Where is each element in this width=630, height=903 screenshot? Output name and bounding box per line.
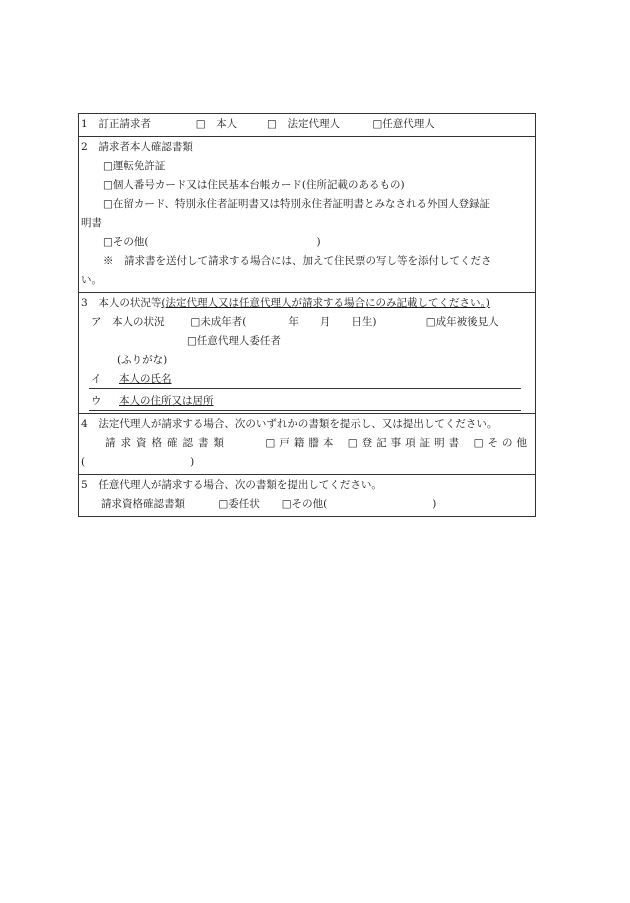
correction-request-form bbox=[78, 113, 536, 517]
voluntary-agent-docs-row bbox=[81, 495, 533, 514]
checkbox-family-register[interactable]: □戸籍謄本 bbox=[265, 437, 338, 449]
section-number: 2 bbox=[81, 141, 88, 153]
principal-address-field[interactable] bbox=[89, 392, 521, 411]
voluntary-agent-heading bbox=[81, 476, 533, 495]
section-number: 4 bbox=[81, 418, 88, 430]
identity-docs-label: 請求者本人確認書類 bbox=[98, 141, 193, 153]
section-number: 5 bbox=[81, 479, 88, 491]
legal-agent-heading bbox=[81, 415, 533, 434]
requester-label: 訂正請求者 bbox=[98, 118, 151, 130]
voluntary-doc-label: 請求資格確認書類 bbox=[101, 498, 185, 510]
section-number: 3 bbox=[81, 297, 88, 309]
section-number: 1 bbox=[81, 118, 88, 130]
checkbox-residence-card[interactable]: □在留カード、特別永住者証明書又は特別永住者証明書とみなされる外国人登録証 bbox=[103, 198, 490, 210]
voluntary-agent-instruction: 任意代理人が請求する場合、次の書類を提出してください。 bbox=[98, 479, 382, 491]
checkbox-voluntary-agent[interactable]: □任意代理人 bbox=[372, 118, 435, 130]
other-legal-field[interactable]: ( ) bbox=[81, 456, 195, 468]
principal-status-heading bbox=[81, 294, 533, 313]
checkbox-drivers-license[interactable]: □運転免許証 bbox=[103, 160, 166, 172]
checkbox-other-id[interactable]: □その他( ) bbox=[103, 236, 321, 248]
requester-row bbox=[81, 115, 533, 134]
checkbox-registry-certificate[interactable]: □登記事項証明書 bbox=[347, 437, 464, 449]
principal-name-field[interactable] bbox=[89, 370, 521, 389]
principal-status-note: (法定代理人又は任意代理人が請求する場合にのみ記載してください。) bbox=[161, 297, 490, 309]
section-requester bbox=[79, 114, 535, 136]
legal-agent-instruction: 法定代理人が請求する場合、次のいずれかの書類を提示し、又は提出してください。 bbox=[98, 418, 498, 430]
checkbox-other-voluntary[interactable]: □その他( ) bbox=[281, 498, 437, 510]
checkbox-other-legal[interactable]: □その他 bbox=[473, 437, 531, 449]
checkbox-voluntary-principal[interactable]: □任意代理人委任者 bbox=[187, 335, 281, 347]
checkbox-my-number-card[interactable]: □個人番号カード又は住民基本台帳カード(住所記載のあるもの) bbox=[103, 179, 405, 191]
checkbox-self[interactable]: □ 本人 bbox=[195, 118, 238, 130]
name-marker: イ bbox=[91, 373, 102, 385]
legal-agent-docs-row bbox=[81, 434, 533, 453]
legal-doc-label: 請求資格確認書類 bbox=[105, 437, 229, 449]
section-voluntary-agent-documents bbox=[79, 474, 535, 516]
mailing-note-continued: い。 bbox=[81, 274, 102, 286]
section-principal-status bbox=[79, 292, 535, 413]
checkbox-legal-agent[interactable]: □ 法定代理人 bbox=[267, 118, 340, 130]
checkbox-power-of-attorney[interactable]: □委任状 bbox=[218, 498, 260, 510]
checkbox-minor[interactable]: □未成年者( 年 月 日生) bbox=[190, 316, 377, 328]
principal-name-label: 本人の氏名 bbox=[119, 373, 172, 385]
mailing-note: ※ 請求書を送付して請求する場合には、加えて住民票の写し等を添付してくださ bbox=[103, 255, 492, 267]
principal-status-label: 本人の状況等 bbox=[98, 297, 162, 309]
principal-address-label: 本人の住所又は居所 bbox=[119, 395, 214, 407]
section-identity-documents bbox=[79, 136, 535, 292]
principal-status-row bbox=[81, 313, 533, 332]
identity-docs-heading bbox=[81, 138, 533, 157]
furigana-label: (ふりがな) bbox=[117, 354, 168, 366]
section-legal-agent-documents bbox=[79, 413, 535, 474]
checkbox-adult-ward[interactable]: □成年被後見人 bbox=[425, 316, 499, 328]
residence-card-continued: 明書 bbox=[81, 217, 102, 229]
address-marker: ウ bbox=[91, 395, 102, 407]
status-label: ア 本人の状況 bbox=[91, 316, 165, 328]
